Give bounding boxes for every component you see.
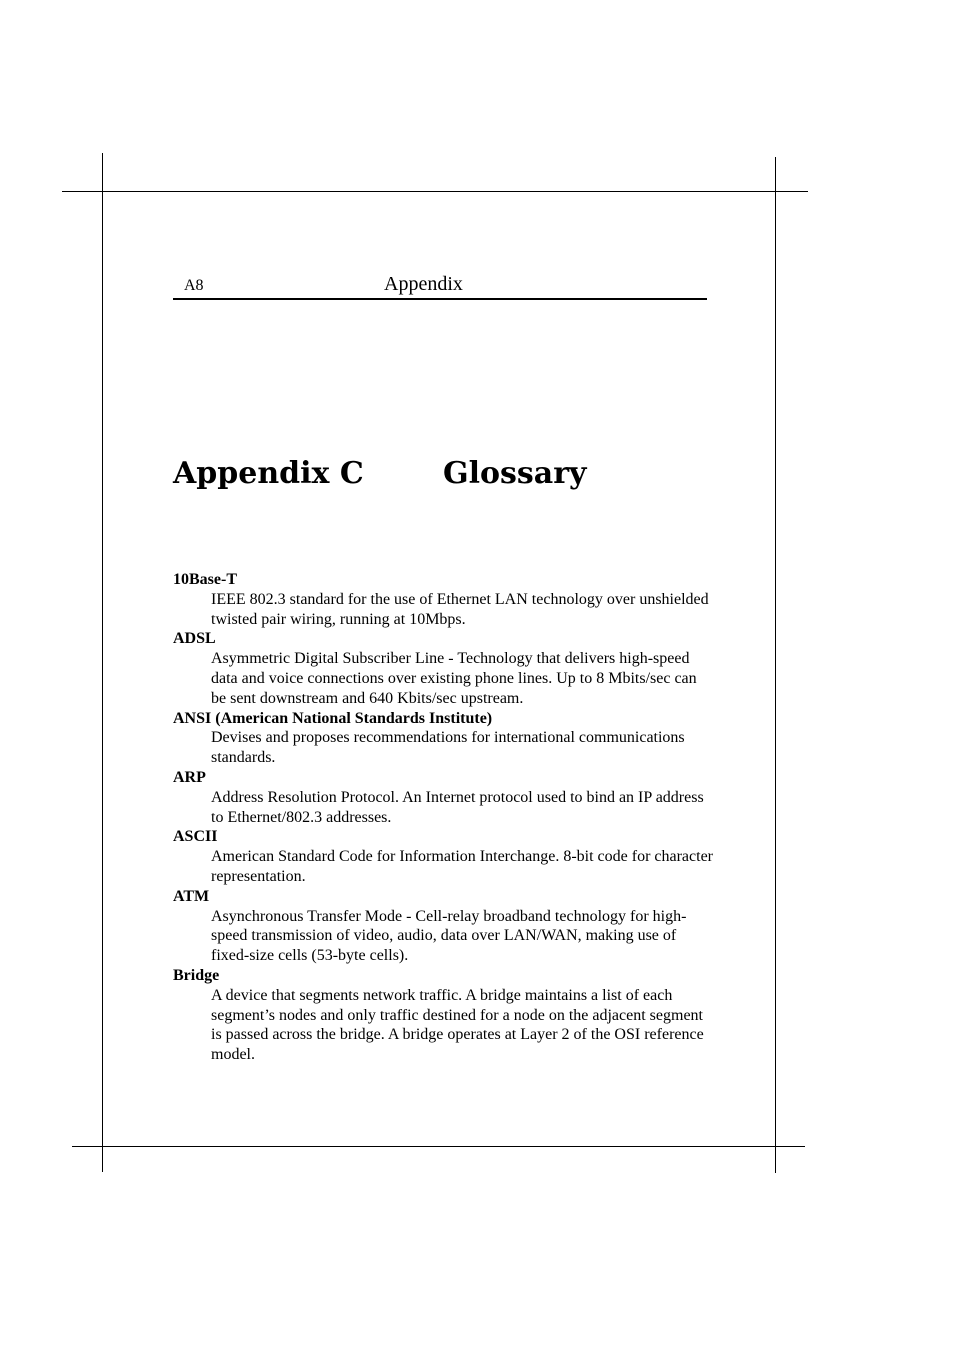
glossary-list [173, 570, 713, 1065]
crop-mark-top-left-vertical [102, 153, 103, 1172]
glossary-definition: American Standard Code for Information Interchange. 8-bit code for character representation. [211, 848, 713, 885]
glossary-term: ARP [173, 768, 206, 786]
page-number: A8 [184, 277, 204, 294]
glossary-definition: IEEE 802.3 standard for the use of Ethernet LAN technology over unshielded twisted pair wiring, running at 10Mbps. [211, 590, 709, 628]
glossary-term: 10Base-T [173, 571, 237, 588]
glossary-term: ANSI (American National Standards Institute) [173, 709, 493, 727]
running-title: Appendix [384, 273, 463, 295]
crop-mark-top-right-vertical [775, 157, 776, 1173]
header-rule [173, 298, 707, 300]
glossary-definition: A device that segments network traffic. A bridge maintains a list of each segment’s nodes and only traffic destined for a node on the adjacent segment is passed across the bridge. A bridge operates at Layer 2 of the OSI reference model. [211, 986, 704, 1064]
glossary-term: ASCII [173, 828, 218, 846]
glossary-definition: Asynchronous Transfer Mode - Cell-relay broadband technology for high-speed transmission of video, audio, data over LAN/WAN, making use of fixed-size cells (53-byte cells). [211, 907, 687, 965]
glossary-definition: Address Resolution Protocol. An Internet protocol used to bind an IP address to Ethernet/802.3 addresses. [211, 788, 704, 826]
glossary-definition: Devises and proposes recommendations for international communications standards. [211, 729, 685, 767]
glossary-term: ADSL [173, 630, 216, 648]
chapter-label: Appendix C [173, 456, 364, 491]
bottom-trim-line [72, 1146, 805, 1147]
glossary-term: ATM [173, 887, 210, 905]
glossary-definition: Asymmetric Digital Subscriber Line - Technology that delivers high-speed data and voice connections over existing phone lines. Up to 8 Mbits/sec can be sent downstream and 640 Kbits/sec upstream. [211, 650, 697, 707]
glossary-term: Bridge [173, 966, 220, 984]
top-trim-line [102, 191, 775, 192]
chapter-title: Glossary [443, 456, 587, 491]
